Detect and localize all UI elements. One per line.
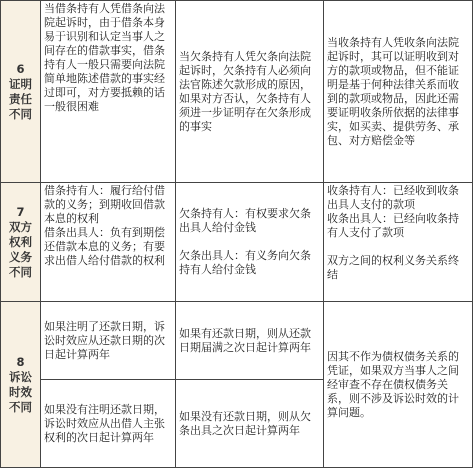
row-number: 7 (16, 204, 25, 219)
table-cell: 因其不作为债权债务关系的凭证，如果双方当事人之间经审查不存在债权债务关系，则不涉及诉讼时效的计算问题。 (324, 302, 473, 468)
cell-paragraph: 收条出具人：已经向收条持有人支付了款项 (327, 212, 459, 239)
row-label (1, 183, 41, 302)
row-label-line: 证明 (9, 76, 32, 91)
table-cell: 如果没有还款日期，则从欠条出具之次日起计算两年 (176, 380, 324, 468)
row-number: 8 (16, 354, 25, 369)
table-row (1, 183, 473, 302)
row-label (1, 1, 41, 183)
table-cell: 当欠条持有人凭欠条向法院起诉时，欠条持有人必须向法官陈述欠款形成的原因，如果对方否认，欠条持有人须进一步证明存在欠条形成的事实 (176, 1, 324, 183)
cell-paragraph: 借条出具人：负有到期偿还借款本息的义务；有要求出借人给付借款的权利 (44, 226, 165, 267)
row-label-line: 时效 (9, 384, 32, 399)
table-row (1, 1, 473, 183)
row-label-line: 权利 (9, 234, 32, 249)
table-cell: 如果有还款日期，则从还款日期届满之次日起计算两年 (176, 302, 324, 380)
table-cell: 当收条持有人凭收条向法院起诉时，其可以证明收到对方的款项或物品，但不能证明是基于何种法律关系而收到的款项或物品，因此还需要证明收条所依据的法律事实，如买卖、提供劳务、承包、对方赔偿金等 (324, 1, 473, 183)
row-label-line: 不同 (9, 106, 32, 121)
row-label (1, 302, 41, 468)
table-cell (324, 183, 473, 302)
row-label-line: 义务 (9, 249, 32, 264)
row-label-line: 责任 (9, 91, 32, 106)
row-label-line: 不同 (9, 264, 32, 279)
cell-paragraph: 收条持有人：已经收到收条出具人支付的款项 (327, 184, 459, 211)
table-cell: 如果注明了还款日期，诉讼时效应从还款日期的次日起计算两年 (41, 302, 176, 380)
cell-paragraph: 欠条出具人：有义务向欠条持有人给付金钱 (179, 249, 311, 276)
row-number: 6 (16, 61, 25, 76)
row-label-line: 双方 (9, 219, 32, 234)
table-cell (176, 183, 324, 302)
table-cell: 如果没有注明还款日期，诉讼时效应从出借人主张权利的次日起计算两年 (41, 380, 176, 468)
row-label-line: 诉讼 (9, 369, 32, 384)
cell-paragraph: 借条持有人：履行给付借款的义务；到期收回借款本息的权利 (44, 184, 165, 225)
table-row (1, 302, 473, 380)
cell-paragraph: 欠条持有人：有权要求欠条出具人给付金钱 (179, 207, 311, 234)
table-cell (41, 183, 176, 302)
row-label-line: 不同 (9, 399, 32, 414)
cell-paragraph: 双方之间的权利义务关系终结 (327, 254, 459, 281)
table-cell: 当借条持有人凭借条向法院起诉时，由于借条本身易于识别和认定当事人之间存在的借款事实，借条持有人一般只需要向法院简单地陈述借款的事实经过即可，对方要抵赖的话一般很困难 (41, 1, 176, 183)
